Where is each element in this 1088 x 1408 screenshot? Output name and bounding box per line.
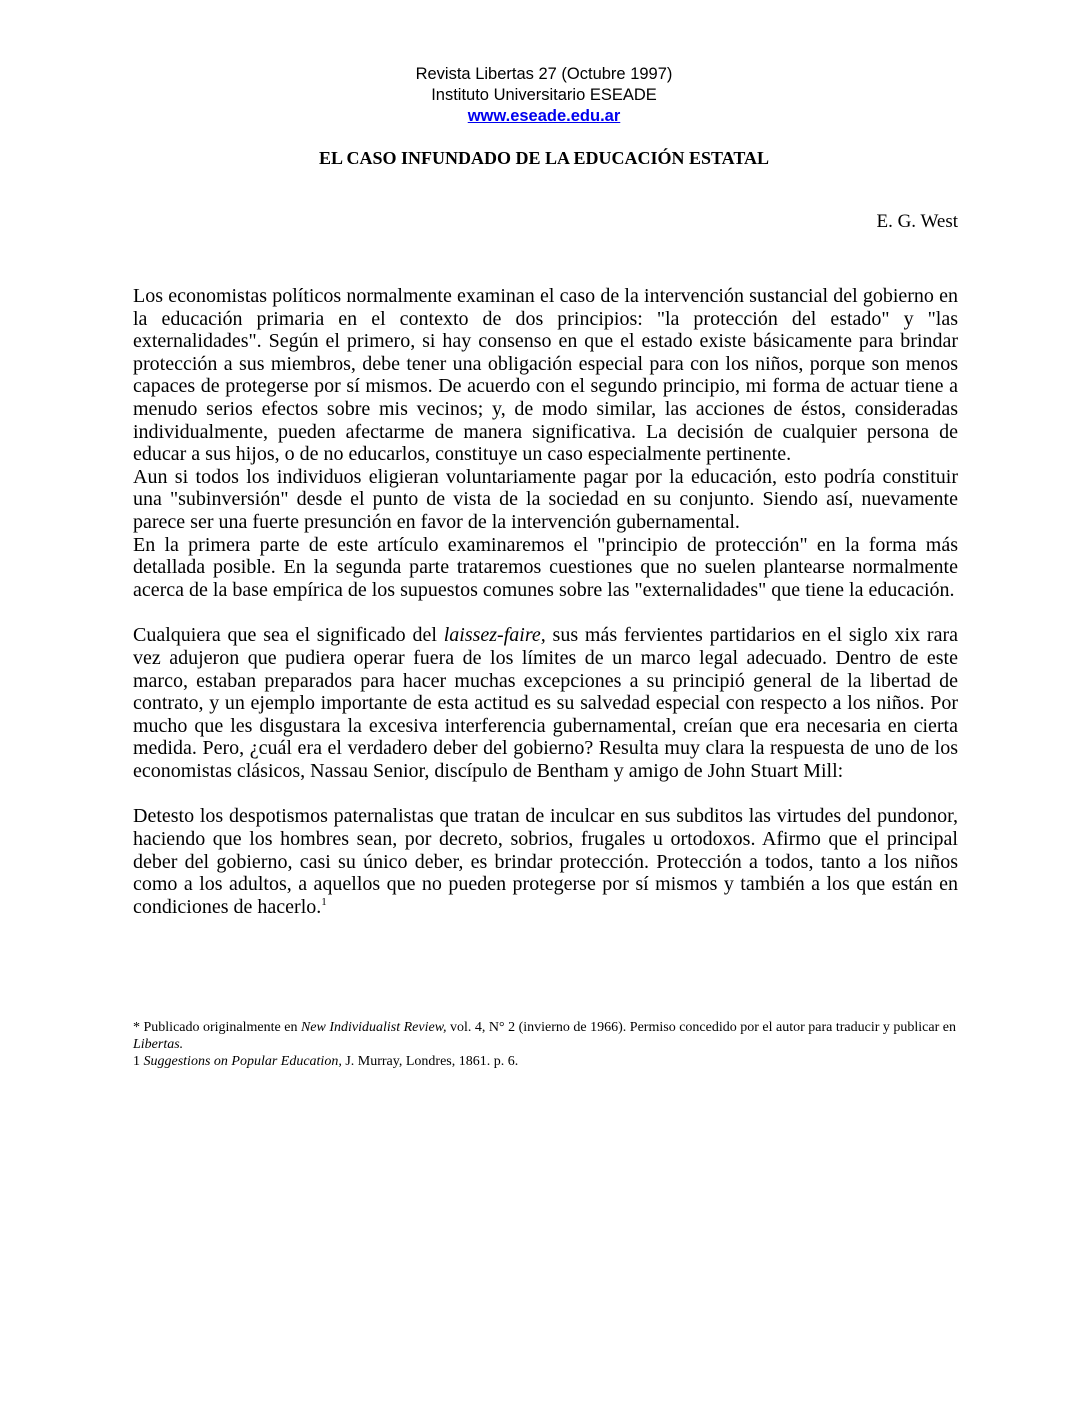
article-body	[133, 285, 958, 918]
journal-line: Revista Libertas 27 (Octubre 1997)	[415, 65, 673, 83]
institution-line: Instituto Universitario ESEADE	[431, 86, 657, 104]
website-link[interactable]: www.eseade.edu.ar	[467, 107, 621, 125]
article-title: EL CASO INFUNDADO DE LA EDUCACIÓN ESTATAL	[318, 148, 770, 168]
footnote-ref[interactable]: 1	[321, 895, 327, 908]
footnotes	[133, 1019, 958, 1070]
italic-term: laissez-faire,	[443, 624, 546, 647]
article-author: E. G. West	[876, 211, 958, 232]
paragraph-4: Cualquiera que sea el significado del laissez-faire, sus más fervientes partidarios en el siglo xix rara vez adujeron que pudiera operar fuera de los límites de un marco legal adecuado. Dentro de este marco, estaban preparados para hacer muchas excepciones a su principió general de la libertad de contrato, y un ejemplo importante de esta actitud es su salvedad especial con respecto a los niños. Por mucho que les disgustara la excesiva interferencia gubernamental, creían que era necesaria en cierta medida. Pero, ¿cuál era el verdadero deber del gobierno? Resulta muy clara la respuesta de uno de los economistas clásicos, Nassau Senior, discípulo de Bentham y amigo de John Stuart Mill:	[133, 624, 958, 782]
paragraph-3: En la primera parte de este artículo examinaremos el "principio de protección" en la forma más detallada posible. En la segunda parte trataremos cuestiones que no suelen plantearse normalmente acerca de la base empírica de los supuestos comunes sobre las "externalidades" que tiene la educación.	[133, 533, 958, 601]
paragraph-1: Los economistas políticos normalmente examinan el caso de la intervención sustancial del gobierno en la educación primaria en el contexto de dos principios: "la protección del estado" y "las externalidades". Según el primero, si hay consenso en que el estado existe básicamente para brindar protección a sus miembros, debe tener una obligación especial para con los niños, porque son menos capaces de protegerse por sí mismos. De acuerdo con el segundo principio, mi forma de actuar tiene a menudo serios efectos sobre mis vecinos; y, de modo similar, las acciones de éstos, consideradas individualmente, pueden afectarme de manera significativa. La decisión de cualquier persona de educar a sus hijos, o de no educarlos, constituye un caso especialmente pertinente.	[133, 285, 958, 466]
page-header	[0, 64, 1088, 127]
footnote-star: * Publicado originalmente en New Individualist Review, vol. 4, N° 2 (invierno de 1966). Permiso concedido por el autor para traducir y publicar en Libertas.	[133, 1020, 956, 1052]
paragraph-2: Aun si todos los individuos eligieran voluntariamente pagar por la educación, esto podría constituir una "subinversión" desde el punto de vista de la sociedad en su conjunto. Siendo así, nuevamente parece ser una fuerte presunción en favor de la intervención gubernamental.	[133, 465, 958, 533]
block-quote: Detesto los despotismos paternalistas que tratan de inculcar en sus subditos las virtudes del pundonor, haciendo que los hombres sean, por decreto, sobrios, frugales u ortodoxos. Afirmo que el principal deber del gobierno, casi su único deber, es brindar protección. Protección a todos, tanto a los niños como a los adultos, a aquellos que no pueden protegerse por sí mismos y también a los que están en condiciones de hacerlo.$^1$	[133, 805, 958, 918]
footnote-1: 1 Suggestions on Popular Education, J. Murray, Londres, 1861. p. 6.	[133, 1054, 519, 1069]
